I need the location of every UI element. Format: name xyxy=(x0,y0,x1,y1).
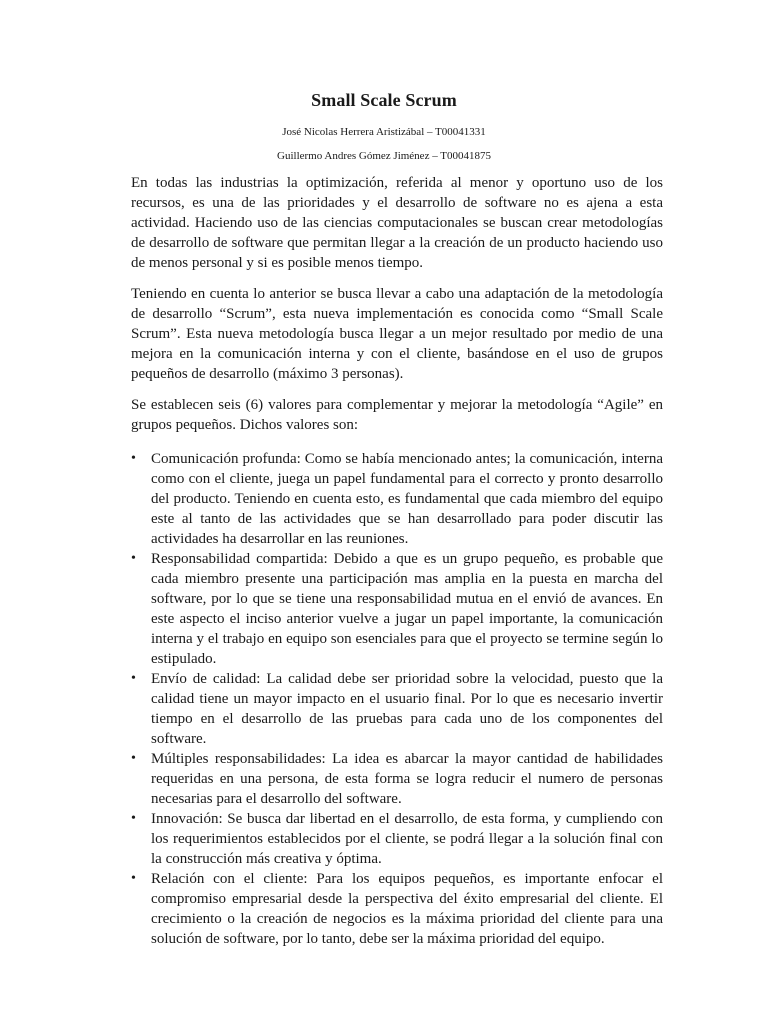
list-item xyxy=(131,869,663,949)
bullet-icon: • xyxy=(131,871,136,886)
document-body xyxy=(131,173,663,949)
list-item xyxy=(131,549,663,669)
bullet-icon: • xyxy=(131,671,136,686)
list-item-text: Comunicación profunda: Como se había mencionado antes; la comunicación, interna como con el cliente, juega un papel fundamental para el correcto y pronto desarrollo del producto. Teniendo en cuenta esto, es fundamental que cada miembro del equipo este al tanto de las actividades que se han desarrollado para poder discutir las actividades ha desarrollar en las reuniones. xyxy=(151,451,663,547)
values-intro-paragraph: Se establecen seis (6) valores para complementar y mejorar la metodología “Agile” en grupos pequeños. Dichos valores son: xyxy=(131,397,663,433)
bullet-icon: • xyxy=(131,811,136,826)
bullet-icon: • xyxy=(131,451,136,466)
list-item-text: Envío de calidad: La calidad debe ser prioridad sobre la velocidad, puesto que la calidad tiene un mayor impacto en el usuario final. Por lo que es necesario invertir tiempo en el desarrollo de las pruebas para cada uno de los componentes del software. xyxy=(151,671,663,747)
author-line-1: José Nicolas Herrera Aristizábal – T00041331 xyxy=(282,126,486,138)
scrum-paragraph: Teniendo en cuenta lo anterior se busca llevar a cabo una adaptación de la metodología de desarrollo “Scrum”, esta nueva implementación es conocida como “Small Scale Scrum”. Esta nueva metodología busca llegar a un mejor resultado por medio de una mejora en la comunicación interna y con el cliente, basándose en el uso de grupos pequeños de desarrollo (máximo 3 personas). xyxy=(131,286,663,382)
list-item-text: Múltiples responsabilidades: La idea es abarcar la mayor cantidad de habilidades requeridas en una persona, de esta forma se logra reducir el numero de personas necesarias para el desarrollo del software. xyxy=(151,751,663,807)
values-list xyxy=(131,449,663,949)
list-item-text: Innovación: Se busca dar libertad en el desarrollo, de esta forma, y cumpliendo con los requerimientos establecidos por el cliente, se podrá llegar a la solución final con la construcción más creativa y óptima. xyxy=(151,811,663,867)
bullet-icon: • xyxy=(131,751,136,766)
list-item xyxy=(131,749,663,809)
author-line-2: Guillermo Andres Gómez Jiménez – T00041875 xyxy=(277,150,491,162)
list-item-text: Relación con el cliente: Para los equipos pequeños, es importante enfocar el compromiso empresarial desde la perspectiva del éxito empresarial del cliente. El crecimiento o la creación de negocios es la máxima prioridad del cliente para una solución de software, por lo tanto, debe ser la máxima prioridad del equipo. xyxy=(151,871,663,947)
list-item xyxy=(131,449,663,549)
document-title: Small Scale Scrum xyxy=(311,90,457,110)
list-item xyxy=(131,809,663,869)
list-item xyxy=(131,669,663,749)
list-item-text: Responsabilidad compartida: Debido a que es un grupo pequeño, es probable que cada miembro presente una participación mas amplia en la puesta en marcha del software, por lo que se tiene una responsabilidad mutua en el envió de avances. En este aspecto el inciso anterior vuelve a jugar un papel importante, la comunicación interna y el trabajo en equipo son esenciales para que el proyecto se termine según lo estipulado. xyxy=(151,551,663,667)
intro-paragraph: En todas las industrias la optimización, referida al menor y oportuno uso de los recursos, es una de las prioridades y el desarrollo de software no es ajena a esta actividad. Haciendo uso de las ciencias computacionales se buscan crear metodologías de desarrollo de software que permitan llegar a la creación de un producto haciendo uso de menos personal y si es posible menos tiempo. xyxy=(131,175,663,271)
bullet-icon: • xyxy=(131,551,136,566)
